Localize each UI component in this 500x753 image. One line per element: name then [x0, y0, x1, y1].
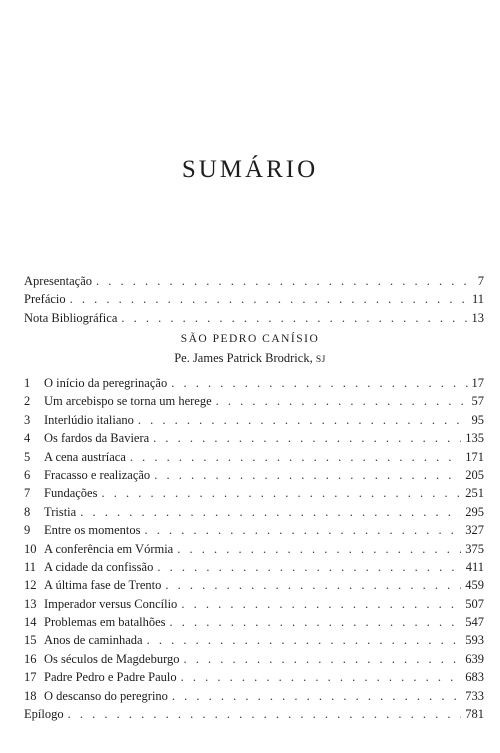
- chapter-number: 7: [24, 486, 31, 501]
- chapter-label: A cidade da confissão: [44, 559, 154, 574]
- toc-entry-chapter[interactable]: [24, 687, 484, 705]
- chapter-number: 4: [24, 431, 31, 446]
- toc-entry-chapter[interactable]: [24, 595, 484, 613]
- toc-entry-page: 11: [471, 292, 484, 307]
- chapter-page: 251: [465, 486, 484, 501]
- toc-entry-chapter[interactable]: [24, 521, 484, 539]
- dot-leader: [181, 668, 462, 686]
- dot-leader: [96, 272, 474, 290]
- toc-entry-prefacio[interactable]: [24, 290, 484, 308]
- chapter-page: 459: [465, 578, 484, 593]
- dot-leader: [138, 411, 468, 429]
- chapter-label: Problemas em batalhões: [44, 615, 166, 630]
- chapter-label: O descanso do peregrino: [44, 688, 168, 703]
- dot-leader: [181, 595, 461, 613]
- chapter-label: A cena austríaca: [44, 449, 126, 464]
- chapter-page: 327: [465, 523, 484, 538]
- toc-entry-chapter[interactable]: [24, 374, 484, 392]
- dot-leader: [177, 540, 461, 558]
- chapter-number: 6: [24, 467, 31, 482]
- toc-entry-chapter[interactable]: [24, 448, 484, 466]
- chapter-number: 5: [24, 449, 31, 464]
- page-title: SUMÁRIO: [181, 156, 319, 183]
- chapter-page: 683: [465, 670, 484, 685]
- chapter-label: Um arcebispo se torna um herege: [44, 394, 212, 409]
- toc-entry-chapter[interactable]: [24, 466, 484, 484]
- toc-entry-label: Epílogo: [24, 707, 64, 722]
- toc-entry-chapter[interactable]: [24, 429, 484, 447]
- toc-entry-apresentacao[interactable]: [24, 272, 484, 290]
- toc-entry-epilogo[interactable]: [24, 705, 484, 723]
- dot-leader: [170, 613, 462, 631]
- dot-leader: [157, 558, 461, 576]
- chapter-page: 135: [465, 431, 484, 446]
- toc-entry-chapter[interactable]: [24, 411, 484, 429]
- toc-entry-page: 781: [465, 707, 484, 722]
- chapter-label: Imperador versus Concílio: [44, 596, 178, 611]
- section-author: [0, 351, 500, 366]
- dot-leader: [130, 448, 461, 466]
- chapter-label: Interlúdio italiano: [44, 412, 134, 427]
- toc-entry-chapter[interactable]: [24, 668, 484, 686]
- chapter-label: Fracasso e realização: [44, 467, 151, 482]
- section-title: SÃO PEDRO CANÍSIO: [180, 333, 320, 345]
- chapter-page: 57: [471, 394, 484, 409]
- chapter-label: Fundações: [44, 486, 98, 501]
- chapter-label: Tristia: [44, 504, 77, 519]
- front-matter-list: [24, 272, 484, 327]
- chapter-page: 639: [465, 651, 484, 666]
- chapter-number: 8: [24, 504, 31, 519]
- chapter-label: Os fardos da Baviera: [44, 431, 150, 446]
- chapter-page: 95: [471, 412, 484, 427]
- dot-leader: [172, 687, 461, 705]
- chapter-number: 10: [24, 541, 37, 556]
- chapter-number: 13: [24, 596, 37, 611]
- section-author-name: Pe. James Patrick Brodrick,: [174, 351, 313, 365]
- chapter-number: 18: [24, 688, 37, 703]
- chapter-page: 593: [465, 633, 484, 648]
- chapter-page: 17: [471, 376, 484, 390]
- section-author-suffix: SJ: [315, 355, 326, 365]
- chapter-number: 3: [24, 412, 31, 427]
- toc-entry-label: Prefácio: [24, 292, 66, 307]
- dot-leader: [154, 466, 461, 484]
- dot-leader: [101, 484, 461, 502]
- toc-entry-label: Apresentação: [24, 274, 93, 288]
- chapter-page: 547: [465, 615, 484, 630]
- chapter-label: Os séculos de Magdeburgo: [44, 651, 180, 666]
- chapter-page: 411: [465, 559, 484, 574]
- chapter-number: 17: [24, 670, 37, 685]
- toc-entry-nota-bibliografica[interactable]: [24, 309, 484, 327]
- chapter-page: 205: [465, 467, 484, 482]
- dot-leader: [70, 290, 468, 308]
- toc-entry-chapter[interactable]: [24, 613, 484, 631]
- chapter-page: 375: [465, 541, 484, 556]
- chapter-page: 171: [465, 449, 484, 464]
- chapter-label: O início da peregrinação: [44, 376, 168, 390]
- chapter-page: 507: [465, 596, 484, 611]
- dot-leader: [165, 576, 461, 594]
- dot-leader: [171, 374, 467, 392]
- toc-entry-label: Nota Bibliográfica: [24, 310, 118, 325]
- dot-leader: [145, 521, 462, 539]
- dot-leader: [80, 503, 461, 521]
- chapter-label: Entre os momentos: [44, 523, 141, 538]
- chapter-number: 9: [24, 523, 31, 538]
- chapter-label: A conferência em Vórmia: [44, 541, 174, 556]
- chapter-number: 2: [24, 394, 31, 409]
- chapter-number: 1: [24, 376, 31, 390]
- toc-entry-chapter[interactable]: [24, 558, 484, 576]
- dot-leader: [216, 392, 468, 410]
- chapter-number: 16: [24, 651, 37, 666]
- chapter-list: [24, 374, 484, 723]
- dot-leader: [68, 705, 462, 723]
- dot-leader: [153, 429, 461, 447]
- chapter-number: 15: [24, 633, 37, 648]
- toc-entry-chapter[interactable]: [24, 631, 484, 649]
- chapter-label: Anos de caminhada: [44, 633, 143, 648]
- toc-entry-chapter[interactable]: [24, 650, 484, 668]
- chapter-label: A última fase de Trento: [44, 578, 162, 593]
- chapter-page: 295: [465, 504, 484, 519]
- toc-entry-page: 13: [471, 310, 484, 325]
- dot-leader: [184, 650, 462, 668]
- chapter-number: 11: [24, 559, 37, 574]
- chapter-page: 733: [465, 688, 484, 703]
- dot-leader: [121, 309, 467, 327]
- chapter-number: 12: [24, 578, 37, 593]
- dot-leader: [147, 631, 462, 649]
- toc-entry-page: 7: [477, 274, 484, 288]
- toc-entry-chapter[interactable]: [24, 503, 484, 521]
- chapter-label: Padre Pedro e Padre Paulo: [44, 670, 177, 685]
- toc-entry-chapter[interactable]: [24, 392, 484, 410]
- toc-entry-chapter[interactable]: [24, 484, 484, 502]
- chapter-number: 14: [24, 615, 37, 630]
- toc-entry-chapter[interactable]: [24, 540, 484, 558]
- toc-entry-chapter[interactable]: [24, 576, 484, 594]
